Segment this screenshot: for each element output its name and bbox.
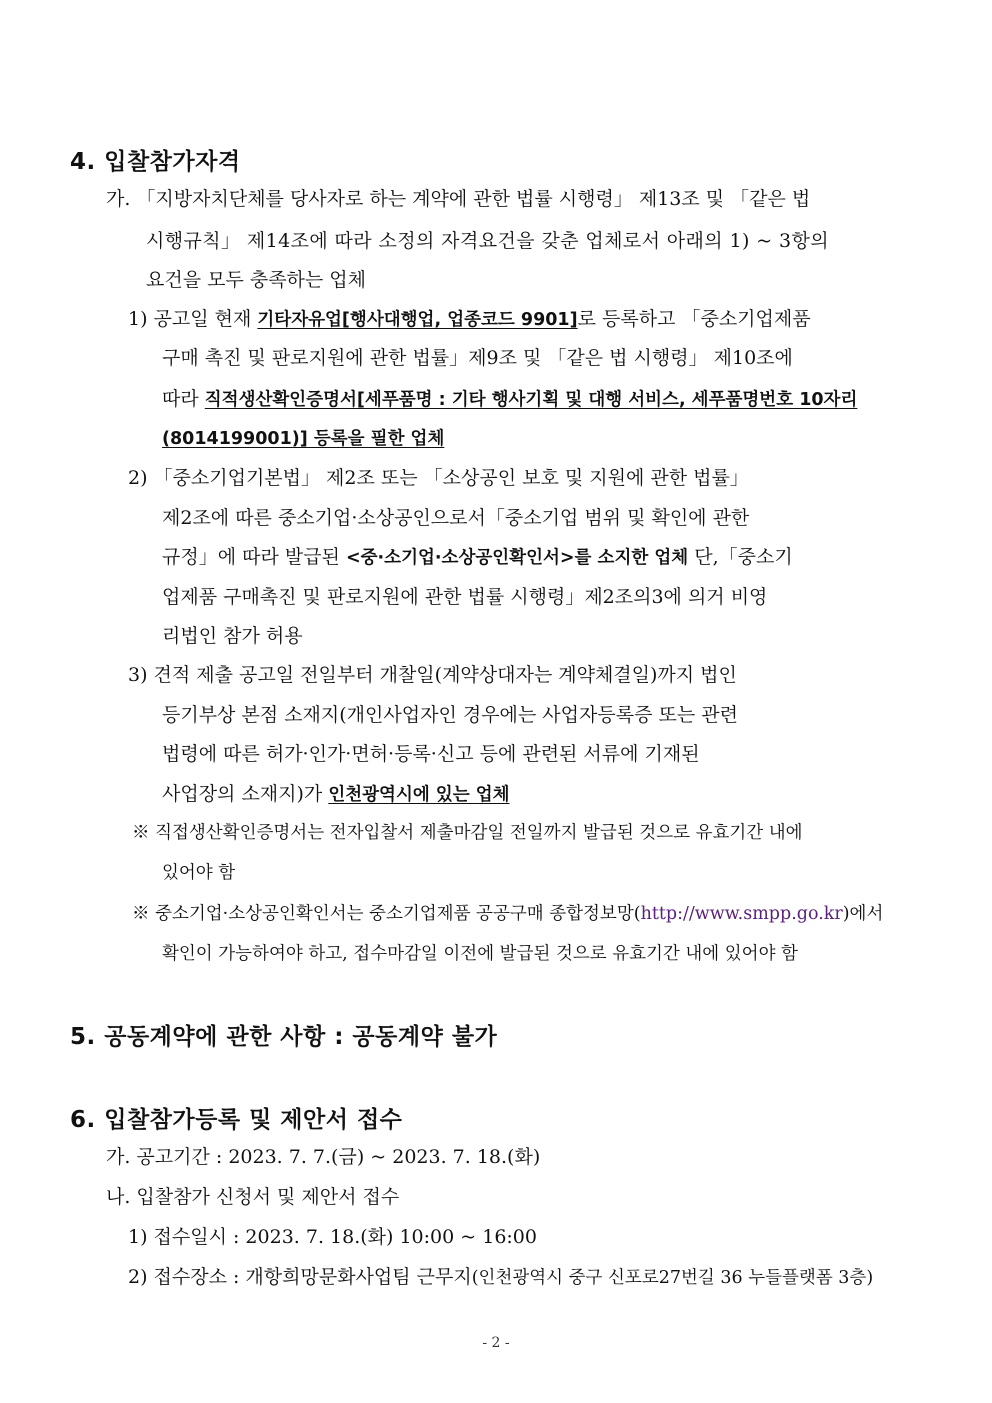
- note-2-lead: ※ 중소기업·소상공인확인서는 중소기업제품 공공구매 종합정보망(: [132, 904, 641, 924]
- section-6-item-2-lead: 2) 접수장소 : 개항희망문화사업팀 근무지: [128, 1266, 472, 1288]
- item-3-line-4-lead: 사업장의 소재지)가: [162, 783, 323, 805]
- item-2-bold-certificate: <중·소기업·소상공인확인서>를 소지한 업체: [345, 548, 689, 568]
- item-2-line-2: 제2조에 따른 중소기업·소상공인으로서「중소기업 범위 및 확인에 관한: [162, 507, 750, 529]
- item-3-line-2: 등기부상 본점 소재지(개인사업자인 경우에는 사업자등록증 또는 관련: [162, 704, 738, 726]
- item-1-underlined-category: 기타자유업[행사대행업, 업종코드 9901]: [257, 310, 578, 330]
- section-6-item-2: [128, 1264, 873, 1291]
- section-6-ga: 가. 공고기간 : 2023. 7. 7.(금) ~ 2023. 7. 18.(화): [106, 1146, 541, 1168]
- item-ga-line-2: 시행규칙」 제14조에 따라 소정의 자격요건을 갖춘 업체로서 아래의 1) ~ 3항의: [146, 230, 829, 252]
- item-1-line-3: [162, 386, 857, 413]
- item-2-line-3-tail: 단,「중소기: [694, 546, 793, 568]
- item-2-line-4: 업제품 구매촉진 및 판로지원에 관한 법률 시행령」제2조의3에 의거 비영: [162, 586, 768, 608]
- smpp-link[interactable]: http://www.smpp.go.kr: [640, 904, 843, 924]
- item-1-tail: 로 등록하고 「중소기업제품: [577, 308, 811, 330]
- note-1-line-1: ※ 직접생산확인증명서는 전자입찰서 제출마감일 전일까지 발급된 것으로 유효기간 내에: [132, 823, 803, 843]
- item-1-line-4: (8014199001)] 등록을 필한 업체: [162, 429, 445, 449]
- section-4-heading: 4. 입찰참가자격: [70, 149, 241, 175]
- item-3-line-1: 3) 견적 제출 공고일 전일부터 개찰일(계약상대자는 계약체결일)까지 법인: [128, 664, 737, 686]
- note-2-tail: )에서: [842, 904, 884, 924]
- item-2-line-3-lead: 규정」에 따라 발급된: [162, 546, 340, 568]
- item-1-lead: 1) 공고일 현재: [128, 308, 252, 330]
- section-5-heading: 5. 공동계약에 관한 사항 : 공동계약 불가: [70, 1024, 498, 1050]
- item-3-line-3: 법령에 따른 허가·인가·면허·등록·신고 등에 관련된 서류에 기재된: [162, 743, 700, 765]
- item-ga-line-1: [106, 186, 920, 212]
- item-ga-text-1: 가. 「지방자치단체를 당사자로 하는 계약에 관한 법률 시행령」 제13조 및 「같은 법: [106, 188, 811, 210]
- item-2-line-3: [162, 544, 793, 571]
- item-3-line-4: [162, 781, 510, 808]
- item-1-underlined-certificate: 직적생산확인증명서[세푸품명 : 기타 행사기획 및 대행 서비스, 세푸품명번호 10자리: [204, 390, 858, 410]
- section-6-item-1: 1) 접수일시 : 2023. 7. 18.(화) 10:00 ~ 16:00: [128, 1226, 537, 1248]
- item-3-underlined-location: 인천광역시에 있는 업체: [328, 785, 510, 805]
- item-1-line-3-lead: 따라: [162, 388, 199, 410]
- note-1-line-2: 있어야 함: [162, 863, 236, 883]
- item-ga-line-3: 요건을 모두 충족하는 업체: [146, 269, 367, 291]
- item-1-line-2: 구매 촉진 및 판로지원에 관한 법률」제9조 및 「같은 법 시행령」 제10조에: [162, 347, 793, 369]
- note-2-line-1: [132, 901, 883, 927]
- item-2-line-1: 2) 「중소기업기본법」 제2조 또는 「소상공인 보호 및 지원에 관한 법률」: [128, 467, 749, 489]
- item-2-line-5: 리법인 참가 허용: [162, 625, 303, 647]
- section-6-item-2-address: (인천광역시 중구 신포로27번길 36 누들플랫폼 3층): [471, 1268, 874, 1288]
- section-6-na: 나. 입찰참가 신청서 및 제안서 접수: [106, 1186, 400, 1208]
- section-6-heading: 6. 입찰참가등록 및 제안서 접수: [70, 1107, 403, 1133]
- page-number: - 2 -: [482, 1335, 510, 1351]
- note-2-line-2: 확인이 가능하여야 하고, 접수마감일 이전에 발급된 것으로 유효기간 내에 있어야 함: [162, 944, 798, 964]
- item-1-line-1: [128, 306, 811, 333]
